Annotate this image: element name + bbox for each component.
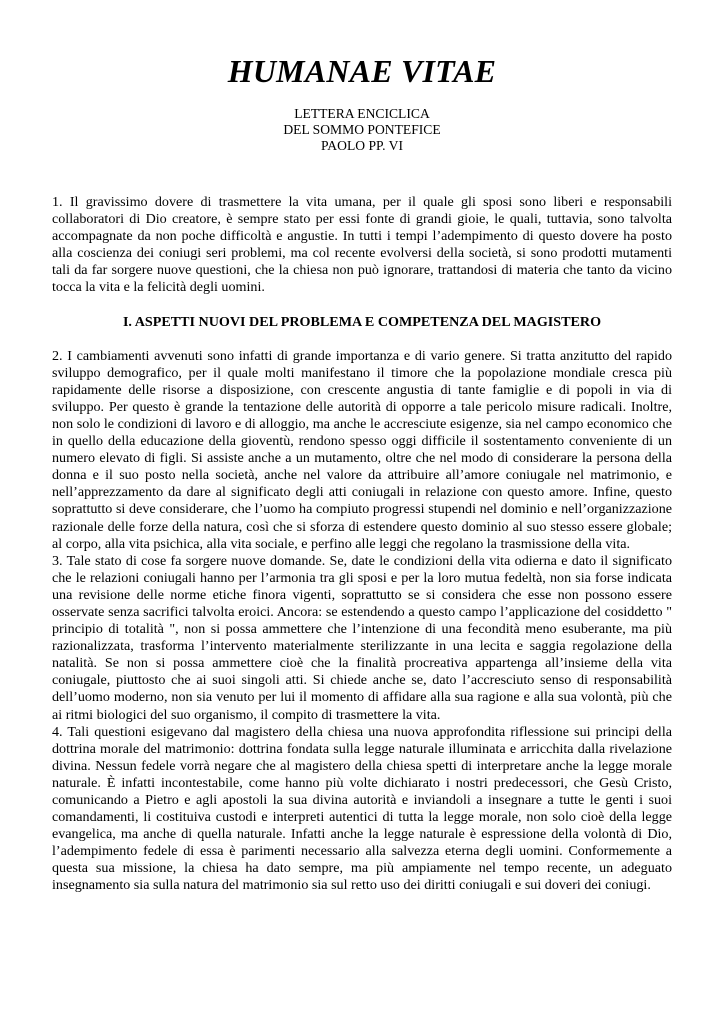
paragraph-4: 4. Tali questioni esigevano dal magistero della chiesa una nuova approfondita riflessione sui principi della dottrina morale del matrimonio: dottrina fondata sulla legge naturale illuminata e arricchita dalla rivelazione divina. Nessun fedele vorrà negare che al magistero della chiesa spetti di interpretare anche la legge morale naturale. È infatti incontestabile, come hanno più volte dichiarato i nostri predecessori, che Gesù Cristo, comunicando a Pietro e agli apostoli la sua divina autorità e inviandoli a insegnare a tutte le genti i suoi comandamenti, li costituiva custodi e interpreti autentici di tutta la legge morale, non solo cioè della legge evangelica, ma anche di quella naturale. Infatti anche la legge naturale è espressione della volontà di Dio, l’adempimento fedele di essa è parimenti necessario alla salvezza eterna degli uomini. Conformemente a questa sua missione, la chiesa ha dato sempre, ma più ampiamente nel tempo recente, un adeguato insegnamento sia sulla natura del matrimonio sia sul retto uso dei diritti coniugali e sui doveri dei coniugi. xyxy=(52,723,672,894)
document-title: HUMANAE VITAE xyxy=(227,53,497,89)
subtitle-line: LETTERA ENCICLICA xyxy=(294,106,430,121)
paragraph-1: 1. Il gravissimo dovere di trasmettere la vita umana, per il quale gli sposi sono liberi e responsabili collaboratori di Dio creatore, è sempre stato per essi fonte di grandi gioie, le quali, tuttavia, sono talvolta accompagnate da non poche difficoltà e angustie. In tutti i tempi l’adempimento di questo dovere ha posto alla coscienza dei coniugi seri problemi, ma col recente evolversi della società, si sono prodotti mutamenti tali da far sorgere nuove questioni, che la chiesa non può ignorare, trattandosi di materia che tanto da vicino tocca la vita e la felicità degli uomini. xyxy=(52,194,672,296)
document-subtitle xyxy=(52,106,672,154)
subtitle-line: PAOLO PP. VI xyxy=(321,138,403,153)
paragraph-2: 2. I cambiamenti avvenuti sono infatti di grande importanza e di vario genere. Si tratta anzitutto del rapido sviluppo demografico, per il quale molti manifestano il timore che la popolazione mondiale cresca più rapidamente delle risorse a disposizione, con crescente angustia di tante famiglie e di popoli in via di sviluppo. Per questo è grande la tentazione delle autorità di opporre a tale pericolo misure radicali. Inoltre, non solo le condizioni di lavoro e di alloggio, ma anche le accresciute esigenze, sia nel campo economico che in quello della educazione della gioventù, rendono spesso oggi difficile il sostentamento conveniente di un numero elevato di figli. Si assiste anche a un mutamento, oltre che nel modo di considerare la persona della donna e il suo posto nella società, anche nel valore da attribuire all’amore coniugale nel matrimonio, e nell’apprezzamento da dare al significato degli atti coniugali in relazione con questo amore. Infine, questo soprattutto si deve considerare, che l’uomo ha compiuto progressi stupendi nel dominio e nell’organizzazione razionale delle forze della natura, così che si sforza di estendere questo dominio al suo stesso essere globale; al corpo, alla vita psichica, alla vita sociale, e perfino alle leggi che regolano la trasmissione della vita. xyxy=(52,347,672,552)
subtitle-line: DEL SOMMO PONTEFICE xyxy=(283,122,441,137)
section-heading: I. ASPETTI NUOVI DEL PROBLEMA E COMPETENZA DEL MAGISTERO xyxy=(122,313,602,330)
paragraph-3: 3. Tale stato di cose fa sorgere nuove domande. Se, date le condizioni della vita odierna e dato il significato che le relazioni coniugali hanno per l’armonia tra gli sposi e per la loro mutua fedeltà, non sia forse indicata una revisione delle norme etiche finora vigenti, soprattutto se si considera che esse non possono essere osservate senza sacrifici talvolta eroici. Ancora: se estendendo a questo campo l’applicazione del cosiddetto " principio di totalità ", non si possa ammettere che l’intenzione di una fecondità meno esuberante, ma più razionalizzata, trasforma l’intervento materialmente sterilizzante in una lecita e saggia regolazione della natalità. Se non si possa ammettere cioè che la finalità procreativa appartenga all’insieme della vita coniugale, piuttosto che ai suoi singoli atti. Si chiede anche se, dato l’accresciuto senso di responsabilità dell’uomo moderno, non sia venuto per lui il momento di affidare alla sua ragione e alla sua volontà, più che ai ritmi biologici del suo organismo, il compito di trasmettere la vita. xyxy=(52,552,672,723)
document-page xyxy=(52,52,672,895)
